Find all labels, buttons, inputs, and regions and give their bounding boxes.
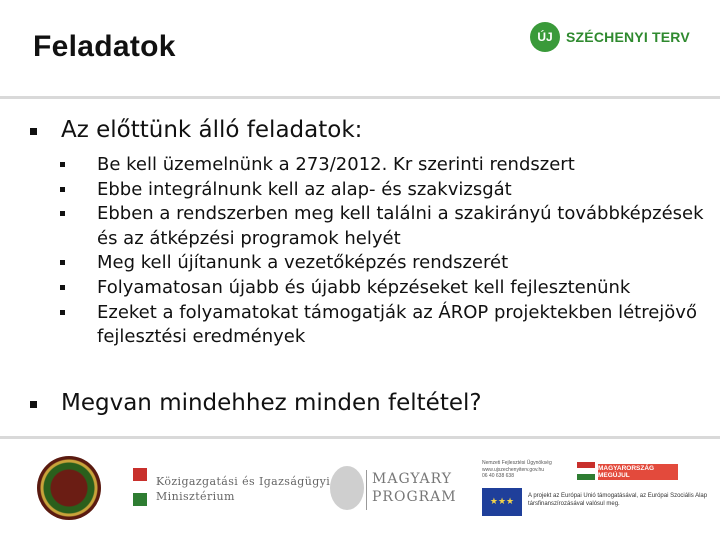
list-item-text: Ebbe integrálnunk kell az alap- és szakvizsgát [97, 178, 512, 200]
ministry-name-line2: Minisztérium [156, 490, 235, 503]
eu-flag-icon: ★★★ [482, 488, 522, 516]
agency-phone: 06 40 638 638 [482, 473, 514, 479]
main-bullet [30, 117, 362, 143]
bullet-square-icon [60, 260, 65, 265]
institution-seal-icon [37, 456, 101, 520]
brand-name: SZÉCHENYI TERV [566, 29, 690, 45]
bullet-square-icon [60, 285, 65, 290]
question-bullet [30, 390, 482, 416]
list-item-text: Ebben a rendszerben meg kell találni a szakirányú továbbképzések és az átképzési programok helyét [97, 203, 704, 249]
list-item [60, 178, 710, 203]
tasks-heading: Az előttünk álló feladatok: [61, 117, 363, 143]
list-item [60, 153, 710, 178]
list-item-text: Folyamatosan újabb és újabb képzéseket kell fejlesztenünk [97, 276, 631, 298]
sponsor-logos-footer [0, 450, 720, 540]
program-name-line1: MAGYARY [372, 471, 453, 487]
magyary-portrait-icon [330, 466, 364, 510]
bullet-square-icon [60, 211, 65, 216]
bullet-square-icon [60, 162, 65, 167]
bullet-square-icon [60, 310, 65, 315]
list-item [60, 202, 710, 251]
eu-funding-statement: A projekt az Európai Unió támogatásával, az Európai Szociális Alap társfinanszírozásával valósul meg. [528, 493, 708, 507]
magyary-program-logo [372, 470, 457, 506]
magyarorszag-megujul-banner: MAGYARORSZÁG MEGÚJUL [598, 464, 678, 480]
list-item [60, 251, 710, 276]
ministry-name-line1: Közigazgatási és Igazságügyi [156, 475, 331, 488]
bullet-square-icon [60, 187, 65, 192]
list-item-text: Ezeket a folyamatokat támogatják az ÁROP projektekben létrejövő fejlesztési eredmények [97, 301, 697, 348]
list-item [60, 276, 710, 301]
footer-divider [0, 436, 720, 439]
program-name-line2: PROGRAM [372, 489, 457, 505]
slide-title: Feladatok [33, 30, 176, 63]
task-list [60, 153, 710, 350]
hungarian-coat-of-arms-icon [133, 468, 147, 506]
agency-website: www.ujszechenyiterv.gov.hu [482, 466, 545, 473]
header-divider [0, 96, 720, 99]
agency-contact [482, 460, 552, 480]
bullet-square-icon [30, 401, 37, 408]
hungary-flag-icon [577, 462, 595, 480]
ministry-logo-text [156, 474, 330, 504]
uj-mark-icon: ÚJ [530, 22, 560, 52]
list-item-text: Be kell üzemelnünk a 273/2012. Kr szerinti rendszert [97, 154, 575, 175]
bullet-square-icon [30, 128, 37, 135]
list-item [60, 301, 710, 350]
logo-separator [366, 470, 367, 510]
question-text: Megvan mindehhez minden feltétel? [61, 390, 482, 416]
szechenyi-terv-logo [530, 22, 690, 52]
agency-name: Nemzeti Fejlesztési Ügynökség [482, 460, 552, 466]
list-item-text: Meg kell újítanunk a vezetőképzés rendszerét [97, 252, 509, 274]
